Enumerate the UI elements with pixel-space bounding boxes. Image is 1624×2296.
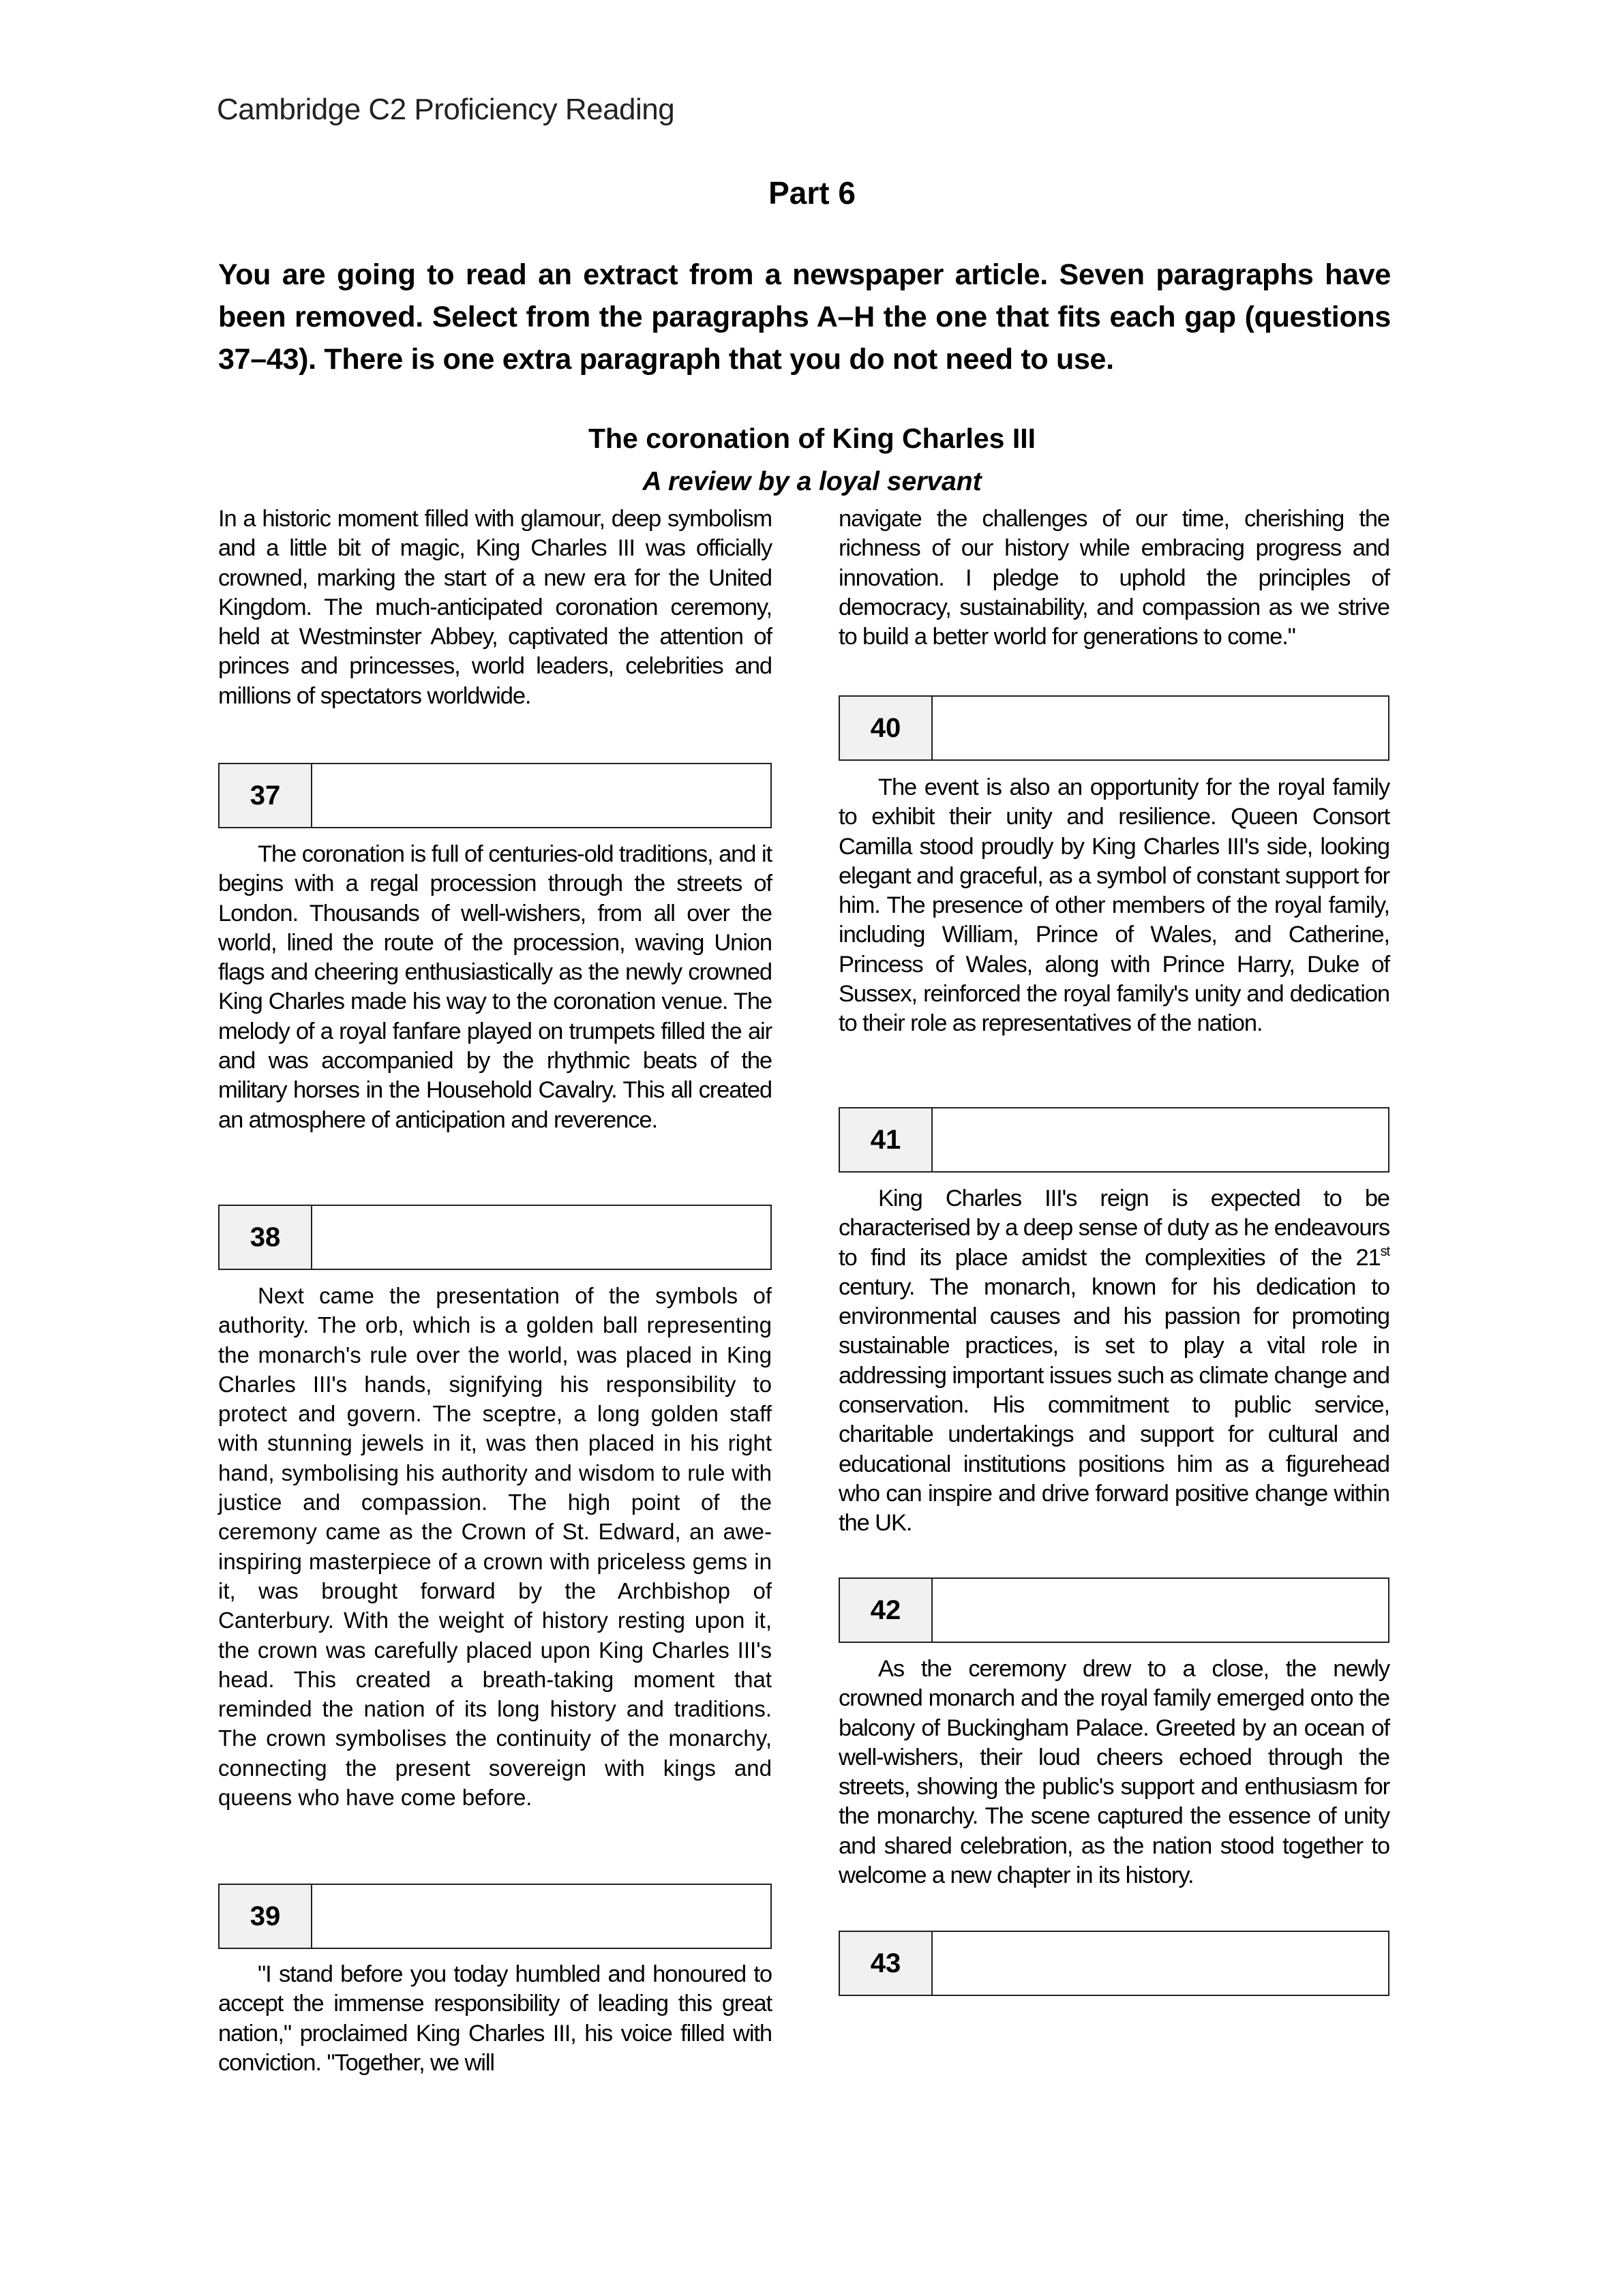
- gap-number: 41: [840, 1108, 933, 1171]
- paragraph-symbols: Next came the presentation of the symbols of authority. The orb, which is a golden ball representing the monarch's rule over the world, was placed in King Charles III's hands, signifying his responsibility to protect and govern. The sceptre, a long golden staff with stunning jewels in it, was then placed in his right hand, symbolising his authority and wisdom to rule with justice and compassion. The high point of the ceremony came as the Crown of St. Edward, an awe-inspiring masterpiece of a crown with priceless gems in it, was brought forward by the Archbishop of Canterbury. With the weight of history resting upon it, the crown was carefully placed upon King Charles III's head. This created a breath-taking moment that reminded the nation of its long history and traditions. The crown symbolises the continuity of the monarchy, connecting the present sovereign with kings and queens who have come before.: [218, 1283, 772, 1811]
- paragraph-royal-family: The event is also an opportunity for the royal family to exhibit their unity and resilience. Queen Consort Camilla stood proudly by King Charles III's side, looking elegant and graceful, as a symbol of constant support for him. The presence of other members of the royal family, including William, Prince of Wales, and Catherine, Princess of Wales, along with Prince Harry, Duke of Sussex, reinforced the royal family's unity and dedication to their role as representatives of the nation.: [839, 774, 1389, 1037]
- answer-slot[interactable]: [933, 1932, 1388, 1995]
- gap-number: 38: [220, 1206, 312, 1269]
- answer-slot[interactable]: [933, 1579, 1388, 1642]
- gap-40[interactable]: [839, 695, 1389, 761]
- gap-37[interactable]: [218, 763, 772, 828]
- text: King Charles III's reign is expected to be characterised by a deep sense of duty as he endeavours to find its place amidst the complexities of the 21: [839, 1185, 1389, 1271]
- answer-slot[interactable]: [312, 1206, 770, 1269]
- gap-number: 43: [840, 1932, 933, 1995]
- gap-41[interactable]: [839, 1107, 1389, 1173]
- gap-number: 37: [220, 764, 312, 827]
- paragraph-speech: "I stand before you today humbled and honoured to accept the immense responsibility of leading this great nation," proclaimed King Charles III, his voice filled with conviction. "Together, we will: [218, 1961, 772, 2076]
- document-header: Cambridge C2 Proficiency Reading: [217, 93, 675, 126]
- answer-slot[interactable]: [933, 1108, 1388, 1171]
- article-subtitle: A review by a loyal servant: [642, 467, 982, 496]
- answer-slot[interactable]: [312, 764, 770, 827]
- text: century. The monarch, known for his dedication to environmental causes and his passion for promoting sustainable practices, is set to play a vital role in addressing important issues such as climate change and conservation. His commitment to public service, charitable undertakings and support for cultural and educational institutions positions him as a figurehead who can inspire and drive forward positive change within the UK.: [839, 1273, 1389, 1537]
- paragraph-balcony: As the ceremony drew to a close, the newly crowned monarch and the royal family emerged onto the balcony of Buckingham Palace. Greeted by an ocean of well-wishers, their loud cheers echoed through the streets, showing the public's support and enthusiasm for the monarchy. The scene captured the essence of unity and shared celebration, as the nation stood together to welcome a new chapter in its history.: [839, 1656, 1389, 1889]
- gap-38[interactable]: [218, 1205, 772, 1270]
- paragraph-procession: The coronation is full of centuries-old traditions, and it begins with a regal procession through the streets of London. Thousands of well-wishers, from all over the world, lined the route of the procession, waving Union flags and cheering enthusiastically as the newly crowned King Charles made his way to the coronation venue. The melody of a royal fanfare played on trumpets filled the air and was accompanied by the rhythmic beats of the military horses in the Household Cavalry. This all created an atmosphere of anticipation and reverence.: [218, 841, 772, 1133]
- gap-number: 42: [840, 1579, 933, 1642]
- superscript: st: [1380, 1243, 1389, 1259]
- paragraph-intro: In a historic moment filled with glamour, deep symbolism and a little bit of magic, King Charles III was officially crowned, marking the start of a new era for the United Kingdom. The much-anticipated coronation ceremony, held at Westminster Abbey, captivated the attention of princes and princesses, world leaders, celebrities and millions of spectators worldwide.: [218, 506, 772, 709]
- gap-42[interactable]: [839, 1577, 1389, 1643]
- gap-number: 39: [220, 1885, 312, 1948]
- paragraph-speech-continued: navigate the challenges of our time, cherishing the richness of our history while embracing progress and innovation. I pledge to uphold the principles of democracy, sustainability, and compassion as we strive to build a better world for generations to come.": [839, 506, 1389, 650]
- gap-43[interactable]: [839, 1931, 1389, 1996]
- answer-slot[interactable]: [312, 1885, 770, 1948]
- gap-number: 40: [840, 697, 933, 759]
- answer-slot[interactable]: [933, 697, 1388, 759]
- part-title: Part 6: [768, 175, 856, 211]
- instructions: You are going to read an extract from a newspaper article. Seven paragraphs have been removed. Select from the paragraphs A–H the one that fits each gap (questions 37–43). There is one extra paragraph that you do not need to use.: [218, 258, 1391, 376]
- gap-39[interactable]: [218, 1884, 772, 1949]
- article-title: The coronation of King Charles III: [588, 423, 1036, 454]
- paragraph-reign: [839, 1184, 1389, 1539]
